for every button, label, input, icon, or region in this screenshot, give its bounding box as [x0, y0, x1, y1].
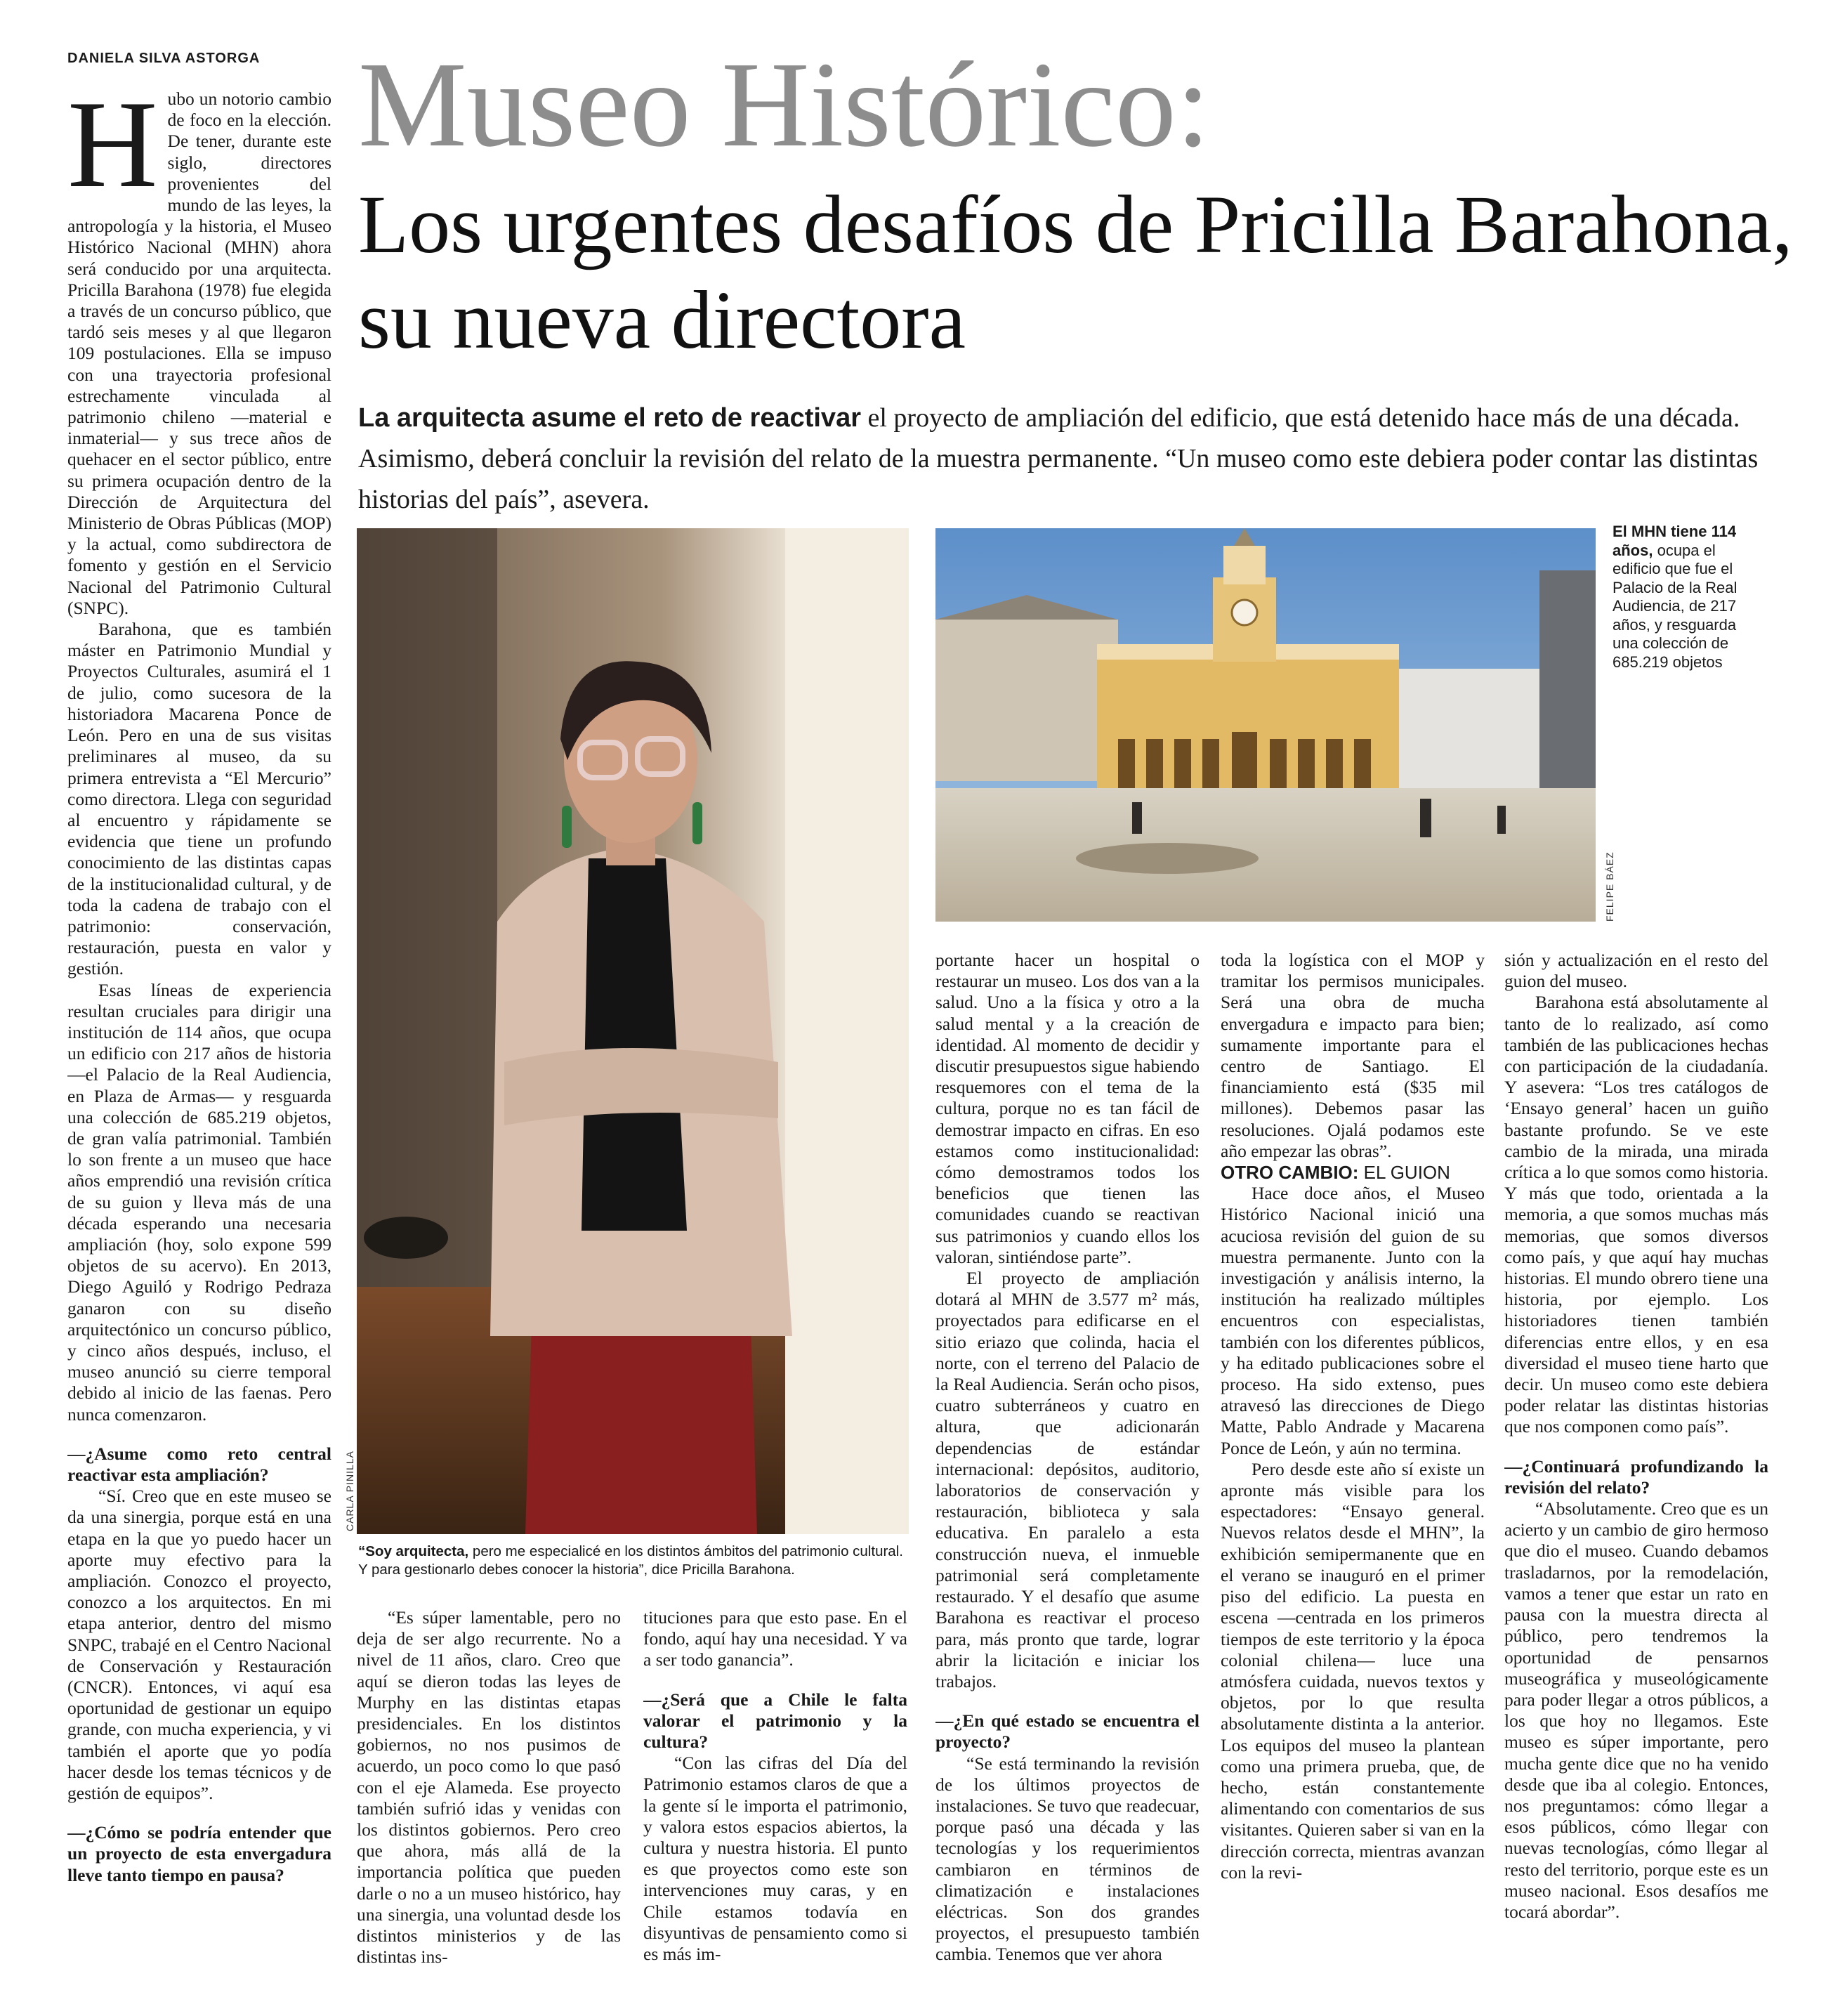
paragraph: “Sí. Creo que en este museo se da una sinergia, porque está en una etapa en la que yo puedo hacer un aporte muy efectivo para la ampliación. Conozco el proyecto, conozco a los arquitectos. En mi etapa anterior, dentro del mismo SNPC, trabajé en el Centro Nacional de Conservación y Restauración (CNCR). Entonces, vi aquí esa oportunidad de gestionar un equipo grande, con mucha experiencia, y vi también el aporte que yo podía hacer desde los temas técnicos y de gestión de equipos”.: [67, 1486, 331, 1804]
deck-lead: La arquitecta asume el reto de reactivar: [358, 403, 861, 433]
column-5: [1221, 950, 1485, 1975]
interview-question: —¿Cómo se podría entender que un proyecto de esta envergadura lleve tanto tiempo en pausa?: [67, 1822, 331, 1885]
paragraph: Hace doce años, el Museo Histórico Nacional inició una acuciosa revisión del guion de su muestra permanente. Junto con la investigación y análisis interno, la institución ha realizado múltiples encuentros con especialistas, también con los diferentes públicos, y ha editado publicaciones sobre el proceso. Ha sido extenso, pues atravesó las direcciones de Diego Matte, Pablo Andrade y Macarena Ponce de León, y aún no termina.: [1221, 1183, 1485, 1458]
paragraph: portante hacer un hospital o restaurar un museo. Los dos van a la salud. Uno a la física y otro a la salud mental y a la creación de identidad. Al momento de decidir y discutir presupuestos sigue habiendo resquemores con el tema de la cultura, porque no es tan fácil de demostrar impacto en cifras. En eso estamos como institucionalidad: cómo demostramos todos los beneficios que tienen las comunidades cuando se reactivan sus patrimonios y cuando ellos los valoran, sintiéndose parte”.: [935, 950, 1200, 1267]
side-caption-text: ocupa el edificio que fue el Palacio de la Real Audiencia, de 217 años, y resguarda una colección de 685.219 objetos: [1612, 541, 1738, 671]
paragraph: Esas líneas de experiencia resultan cruciales para dirigir una institución de 114 años, que ocupa un edificio con 217 años de historia —el Palacio de la Real Audiencia, en Plaza de Armas— y resguarda una colección de 685.219 objetos, de gran valía patrimonial. También lo son frente a un museo que hace años emprendió una revisión crítica de su guion y lleva más de una década esperando una necesaria ampliación (hoy, solo expone 599 objetos de su acervo). En 2013, Diego Aguiló y Rodrigo Pedraza ganaron con su diseño arquitectónico un concurso público, y cinco años después, incluso, el museo anunció su cierre temporal debido al inicio de las faenas. Pero nunca comenzaron.: [67, 979, 331, 1425]
lead-text: ubo un notorio cambio de foco en la elección. De tener, durante este siglo, directores provenientes del mundo de las leyes, la antropología y la historia, el Museo Histórico Nacional (MHN) ahora será conducido por una arquitecta. Pricilla Barahona (1978) fue elegida a través de un concurso público, que tardó seis meses y al que llegaron 109 postulaciones. Ella se impuso con una trayectoria profesional estrechamente vinculada al patrimonio chileno —material e inmaterial— y sus trece años de quehacer en el sector público, entre su primera ocupación dentro de la Dirección de Arquitectura del Ministerio de Obras Públicas (MOP) y la actual, como subdirectora de fomento y gestión en el Servicio Nacional del Patrimonio Cultural (SNPC).: [67, 89, 331, 618]
column-6: [1504, 950, 1768, 1975]
lead-paragraph: [67, 89, 331, 619]
portrait-illustration: [357, 528, 909, 1534]
portrait-photo: [357, 528, 909, 1534]
portrait-credit: CARLA PINILLA: [344, 1451, 355, 1531]
headline: Los urgentes desafíos de Pricilla Barahona, su nueva directora: [358, 178, 1793, 366]
portrait-caption: [358, 1543, 906, 1579]
interview-question: —¿Continuará profundizando la revisión del relato?: [1504, 1455, 1768, 1498]
building-credit: FELIPE BÁEZ: [1604, 851, 1615, 922]
dropcap: H: [67, 89, 158, 214]
paragraph: tituciones para que esto pase. En el fondo, aquí hay una necesidad. Y va a ser todo ganancia”.: [643, 1607, 907, 1670]
paragraph: El proyecto de ampliación dotará al MHN de 3.577 m² más, proyectados para edificarse en el sitio eriazo que colinda, hacia el norte, con el terreno del Palacio de la Real Audiencia. Serán ocho pisos, cuatro subterráneos y cuatro en altura, que adicionarán dependencias de estándar internacional: depósitos, auditorio, laboratorios de conservación y restauración, biblioteca y sala educativa. En paralelo a esta construcción nueva, el inmueble patrimonial será completamente restaurado. Y el desafío que asume Barahona es reactivar el proceso para, más pronto que tarde, lograr abrir la licitación e iniciar los trabajos.: [935, 1268, 1200, 1691]
byline: DANIELA SILVA ASTORGA: [67, 51, 261, 66]
subhead-lead: OTRO CAMBIO:: [1221, 1162, 1359, 1184]
building-photo: [935, 528, 1596, 922]
paragraph: Barahona está absolutamente al tanto de lo realizado, así como también de las publicaciones hechas con participación de la ciudadanía. Y asevera: “Los tres catálogos de ‘Ensayo general’ hacen un guiño bastante profundo. Se ve este cambio de la mirada, una mirada crítica a lo que somos como historia. Y más que todo, orientada a la memoria, a que somos muchas más memorias, que somos diversos como país, y que aquí hay muchas historias. El mundo obrero tiene una historia, por ejemplo. Los historiadores tienen también diferencias entre ellos, y en esa diversidad el museo tiene harto que decir. Un museo como este debiera poder relatar las distintas historias que nos componen como país”.: [1504, 992, 1768, 1437]
paragraph: “Es súper lamentable, pero no deja de ser algo recurrente. No a nivel de 11 años, claro. Creo que aquí se dieron todas las leyes de Murphy en las distintas etapas presidenciales. En los distintos gobiernos, no nos pusimos de acuerdo, un poco como lo que pasó con el eje Alameda. Ese proyecto también sufrió idas y venidas con los distintos gobiernos. Pero creo que ahora, más allá de la importancia política que pueden darle o no a un museo histórico, hay una sinergia, una voluntad desde los distintos ministerios y de las distintas ins-: [357, 1607, 621, 1968]
deck: [358, 398, 1791, 520]
caption-text: pero me especialicé en los distintos ámbitos del patrimonio cultural. Y para gestionarlo debes conocer la historia”, dice Pricilla Barahona.: [358, 1543, 903, 1578]
building-illustration: [935, 528, 1596, 922]
kicker-title: Museo Histórico:: [358, 37, 1211, 172]
interview-question: —¿Asume como reto central reactivar esta ampliación?: [67, 1443, 331, 1485]
subhead-text: EL GUION: [1358, 1162, 1450, 1184]
column-4: [935, 950, 1200, 1975]
column-2: [357, 1607, 621, 1972]
side-caption-lead: El MHN tiene 114 años,: [1612, 523, 1737, 559]
interview-question: —¿Será que a Chile le falta valorar el patrimonio y la cultura?: [643, 1689, 907, 1753]
deck-rest: el proyecto de ampliación del edificio, que está detenido hace más de una década. Asimismo, deberá concluir la revisión del relato de la muestra permanente. “Un museo como este debiera poder contar las distintas historias del país”, asevera.: [358, 403, 1759, 514]
section-subhead: [1221, 1162, 1485, 1183]
paragraph: sión y actualización en el resto del guion del museo.: [1504, 950, 1768, 992]
paragraph: “Con las cifras del Día del Patrimonio estamos claros de que a la gente sí le importa el patrimonio, y valora estos espacios abiertos, la cultura y nuestra historia. El punto es que proyectos como este son intervenciones muy caras, y en Chile estamos todavía en disyuntivas de pensamiento como si es más im-: [643, 1753, 907, 1965]
paragraph: “Se está terminando la revisión de los últimos proyectos de instalaciones. Se tuvo que readecuar, porque pasó una década y las tecnologías y los requerimientos cambiaron en términos de climatización e instalaciones eléctricas. Son dos grandes proyectos, el presupuesto también cambia. Tenemos que ver ahora: [935, 1753, 1200, 1965]
interview-question: —¿En qué estado se encuentra el proyecto?: [935, 1710, 1200, 1753]
column-3: [643, 1607, 907, 1972]
caption-lead: “Soy arquitecta,: [358, 1543, 469, 1559]
paragraph: Pero desde este año sí existe un apronte más visible para los espectadores: “Ensayo general. Nuevos relatos desde el MHN”, la exhibición semipermanente que en el verano se inauguró en el primer piso del edificio. La puesta en escena —centrada en los primeros tiempos de este territorio y la época colonial chilena— luce una atmósfera cuidada, nuevos textos y objetos, por lo que resulta absolutamente distinta a la anterior. Los equipos del museo la plantean como una primera prueba, que, de hecho, están constantemente alimentando con comentarios de sus visitantes. Quieren saber si van en la dirección correcta, mientras avanzan con la revi-: [1221, 1458, 1485, 1883]
paragraph: “Absolutamente. Creo que es un acierto y un cambio de giro hermoso que dio el museo. Cuando debamos trasladarnos, por la remodelación, vamos a tener que estar un rato en pausa con la muestra directa al público, pero tendremos la oportunidad de pensarnos museográfica y museológicamente para poder llegar a otros públicos, a los que hoy no llegamos. Este museo es súper importante, pero mucha gente dice que no ha venido desde que iba al colegio. Entonces, nos preguntamos: cómo llegar a esos públicos, cómo llegar con nuevas tecnologías, cómo llegar al resto del territorio, porque este es un museo nacional. Esos desafíos me tocará abordar”.: [1504, 1498, 1768, 1922]
paragraph: Barahona, que es también máster en Patrimonio Mundial y Proyectos Culturales, asumirá el 1 de julio, como sucesora de la historiadora Macarena Ponce de León. Pero en una de sus visitas preliminares al museo, da su primera entrevista a “El Mercurio” como directora. Llega con seguridad al encuentro y rápidamente se evidencia que tiene un profundo conocimiento de las distintas capas de la institucionalidad cultural, y de toda la cadena de trabajo con el patrimonio: conservación, restauración, puesta en valor y gestión.: [67, 619, 331, 979]
paragraph: toda la logística con el MOP y tramitar los permisos municipales. Será una obra de mucha envergadura e impacto para bien; sumamente importante para el centro de Santiago. El financiamiento está ($35 mil millones). Debemos pasar las resoluciones. Ojalá podamos este año empezar las obras”.: [1221, 950, 1485, 1161]
building-caption: [1612, 523, 1753, 672]
column-1: [67, 89, 331, 1978]
